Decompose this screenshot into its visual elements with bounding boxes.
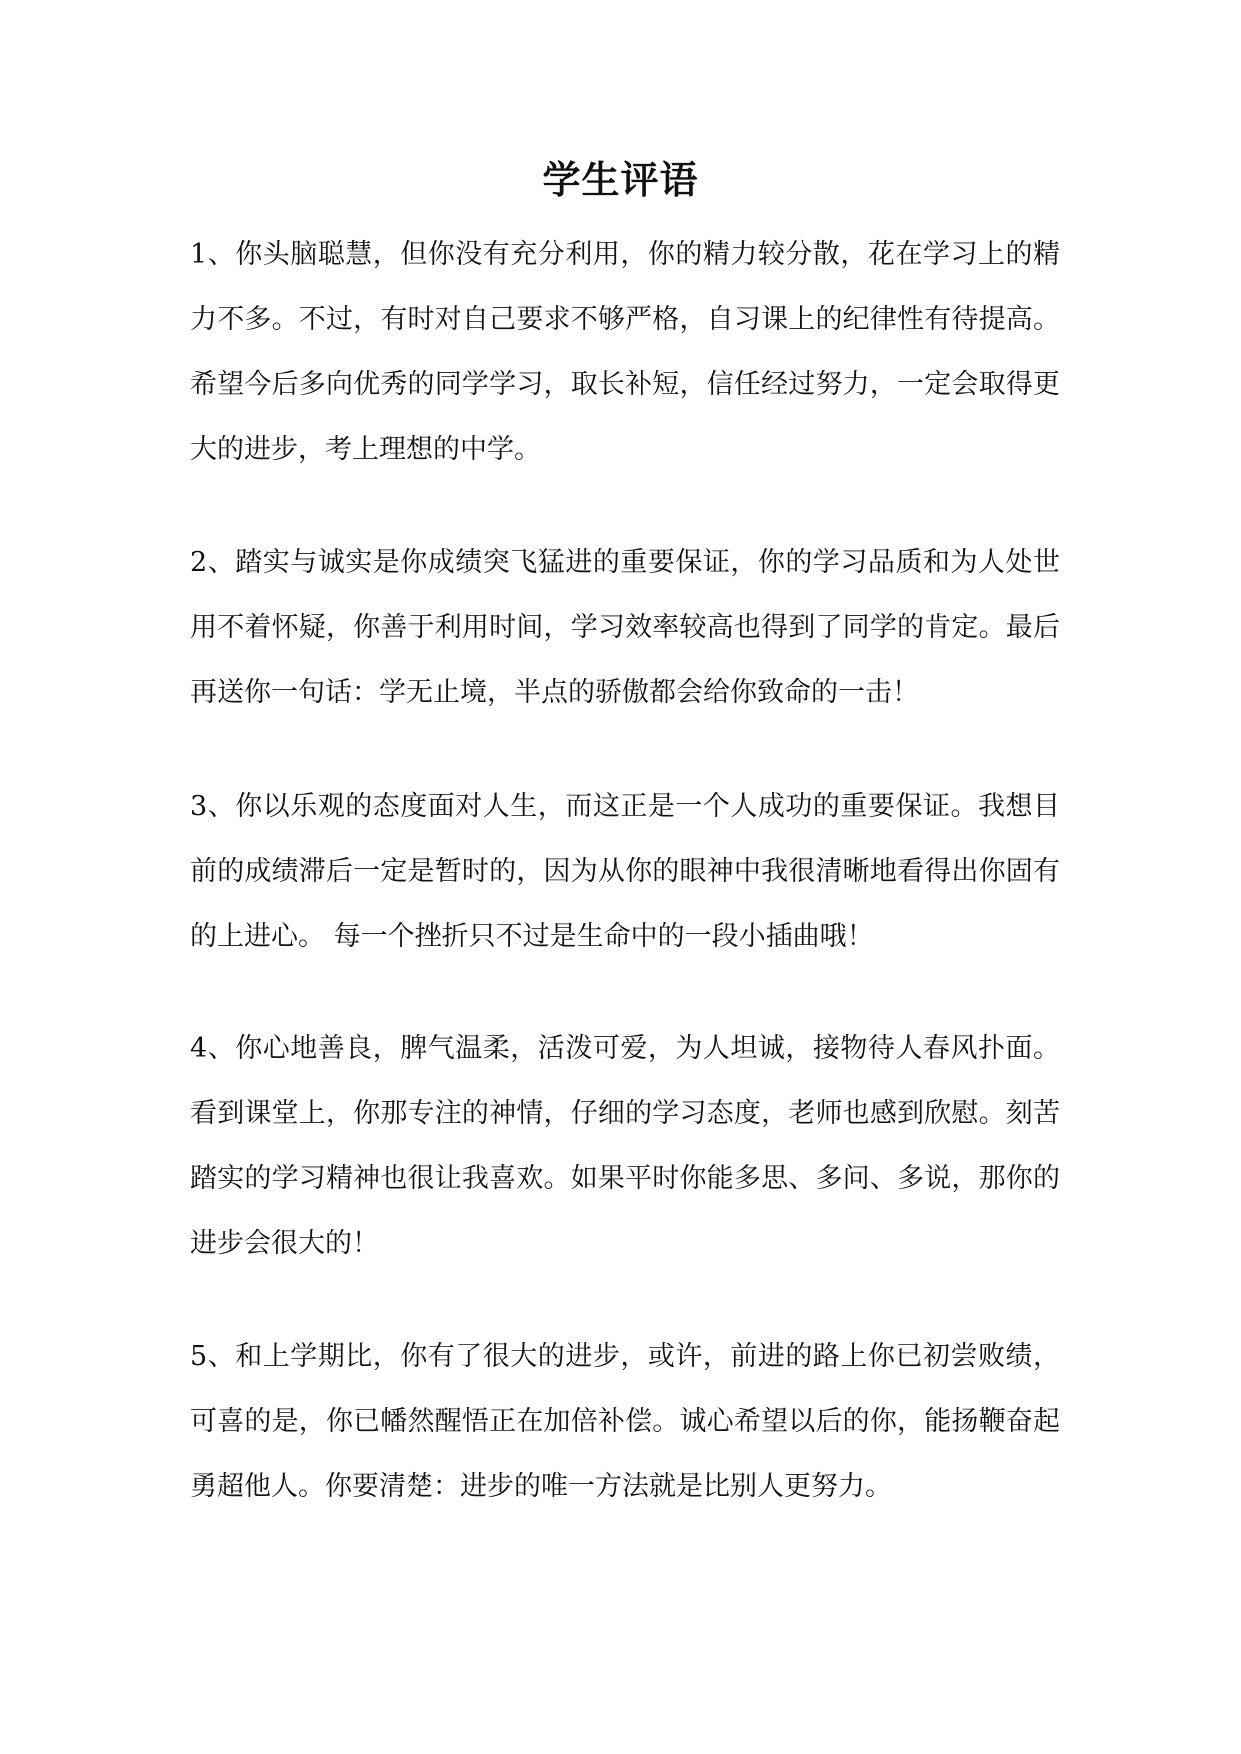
document-title: 学生评语	[542, 157, 699, 202]
comment-paragraph-3: 3、你以乐观的态度面对人生，而这正是一个人成功的重要保证。我想目前的成绩滞后一定是暂时的，因为从你的眼神中我很清晰地看得出你固有的上进心。 每一个挫折只不过是生命中的一段小插曲哦！	[190, 791, 1060, 952]
comment-paragraph-4: 4、你心地善良，脾气温柔，活泼可爱，为人坦诚，接物待人春风扑面。看到课堂上，你那专注的神情，仔细的学习态度，老师也感到欣慰。刻苦踏实的学习精神也很让我喜欢。如果平时你能多思、多问、多说，那你的进步会很大的！	[190, 1033, 1060, 1259]
comment-paragraph-1: 1、你头脑聪慧，但你没有充分利用，你的精力较分散，花在学习上的精力不多。不过，有时对自己要求不够严格，自习课上的纪律性有待提高。希望今后多向优秀的同学学习，取长补短，信任经过努力，一定会取得更大的进步，考上理想的中学。	[190, 239, 1060, 465]
comment-paragraph-5: 5、和上学期比，你有了很大的进步，或许，前进的路上你已初尝败绩，可喜的是，你已幡然醒悟正在加倍补偿。诚心希望以后的你，能扬鞭奋起勇超他人。你要清楚：进步的唯一方法就是比别人更努力。	[190, 1341, 1060, 1502]
comment-paragraph-2: 2、踏实与诚实是你成绩突飞猛进的重要保证，你的学习品质和为人处世用不着怀疑，你善于利用时间，学习效率较高也得到了同学的肯定。最后再送你一句话：学无止境，半点的骄傲都会给你致命的一击！	[190, 547, 1060, 708]
